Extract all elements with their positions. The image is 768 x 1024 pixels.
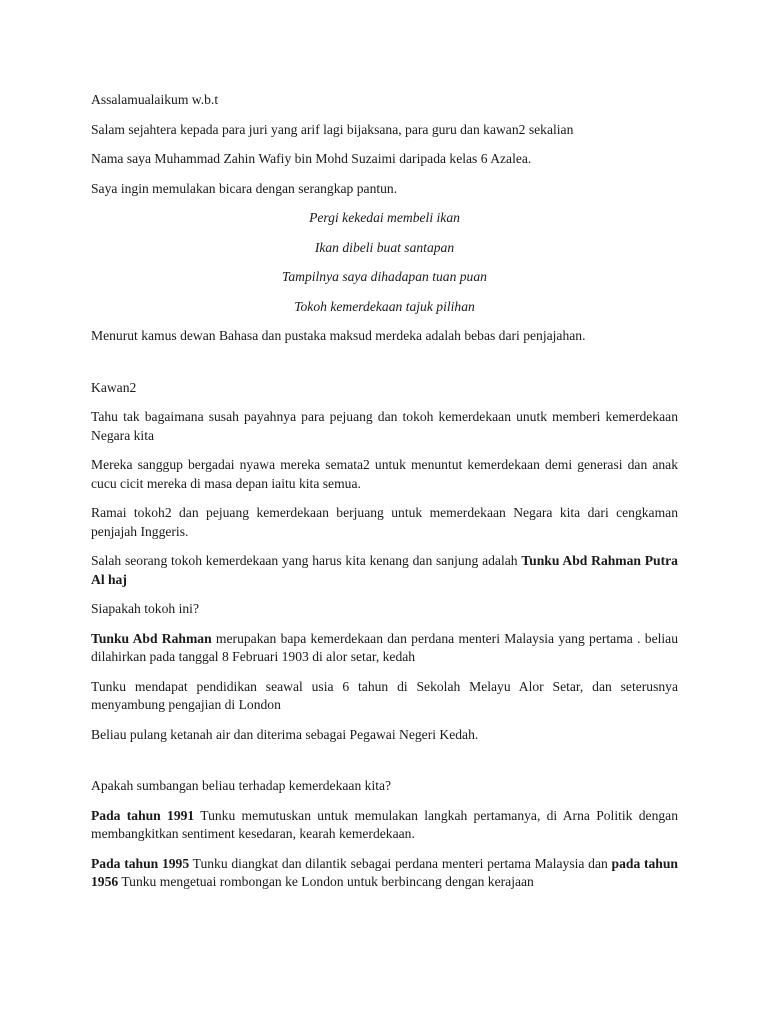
paragraph: Mereka sanggup bergadai nyawa mereka semata2 untuk menuntut kemerdekaan demi generasi dan anak cucu cicit mereka di masa depan iaitu kita semua. — [91, 457, 678, 491]
paragraph: Beliau pulang ketanah air dan diterima sebagai Pegawai Negeri Kedah. — [91, 726, 479, 742]
year-label: pada tahun 1956 — [91, 855, 678, 889]
pantun-intro: Saya ingin memulakan bicara dengan serangkap pantun. — [91, 180, 398, 196]
paragraph-text: Tunku mengetuai rombongan ke London untuk berbincang dengan kerajaan — [118, 874, 534, 889]
pantun-line: Ikan dibeli buat santapan — [314, 239, 455, 255]
pantun-line: Pergi kekedai membeli ikan — [309, 210, 460, 225]
year-label: Pada tahun 1995 — [91, 855, 190, 871]
paragraph: Tunku mendapat pendidikan seawal usia 6 tahun di Sekolah Melayu Alor Setar, dan seterusnya menyambung pengajian di London — [91, 678, 678, 712]
pantun-line: Tokoh kemerdekaan tajuk pilihan — [294, 298, 475, 314]
paragraph — [91, 855, 678, 892]
paragraph: Ramai tokoh2 dan pejuang kemerdekaan berjuang untuk memerdekaan Negara kita dari cengkaman penjajah Inggeris. — [91, 505, 678, 539]
address: Kawan2 — [91, 379, 137, 395]
paragraph — [91, 630, 678, 667]
question: Apakah sumbangan beliau terhadap kemerdekaan kita? — [91, 778, 392, 793]
paragraph-text: Tunku memutuskan untuk memulakan langkah pertamanya, di Arna Politik dengan membangkitkan sentiment kesedaran, kearah kemerdekaan. — [91, 807, 678, 841]
greeting: Assalamualaikum w.b.t — [91, 92, 219, 107]
question: Siapakah tokoh ini? — [91, 601, 199, 616]
introduction: Nama saya Muhammad Zahin Wafiy bin Mohd Suzaimi daripada kelas 6 Azalea. — [91, 151, 532, 166]
figure-name: Tunku Abd Rahman Putra Al haj — [91, 553, 678, 587]
paragraph-text: Salah seorang tokoh kemerdekaan yang harus kita kenang dan sanjung adalah — [91, 553, 522, 568]
paragraph-text: Tunku diangkat dan dilantik sebagai perdana menteri pertama Malaysia dan — [189, 855, 612, 871]
figure-name: Tunku Abd Rahman — [91, 630, 212, 646]
paragraph — [91, 552, 678, 589]
definition: Menurut kamus dewan Bahasa dan pustaka maksud merdeka adalah bebas dari penjajahan. — [91, 328, 586, 343]
salutation: Salam sejahtera kepada para juri yang arif lagi bijaksana, para guru dan kawan2 sekalian — [91, 121, 574, 137]
pantun-line: Tampilnya saya dihadapan tuan puan — [282, 269, 487, 284]
paragraph: Tahu tak bagaimana susah payahnya para pejuang dan tokoh kemerdekaan unutk memberi kemerdekaan Negara kita — [91, 409, 678, 443]
speech-text — [91, 91, 678, 903]
year-label: Pada tahun 1991 — [91, 807, 195, 823]
paragraph-text: merupakan bapa kemerdekaan dan perdana menteri Malaysia yang pertama . beliau dilahirkan pada tanggal 8 Februari 1903 di alor setar, kedah — [91, 630, 678, 664]
paragraph — [91, 807, 678, 844]
